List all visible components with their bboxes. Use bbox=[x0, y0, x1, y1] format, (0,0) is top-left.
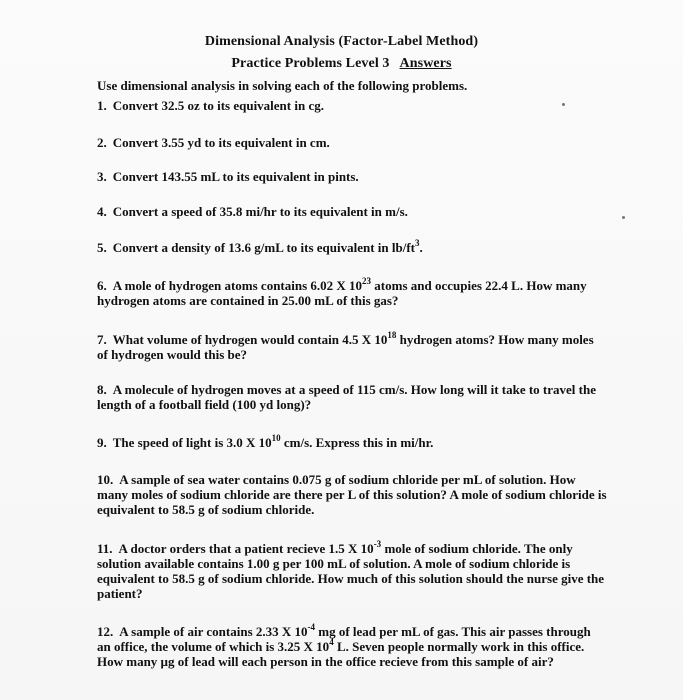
problem-text-end: mole of sodium chloride. The only solution available contains 1.00 g per 100 mL of solution. A mole of sodium chloride is equivalent to 58.5 g of sodium chloride. How much of this solution should the nurse give the patient? bbox=[97, 541, 605, 601]
problem-text: Convert 143.55 mL to its equivalent in pints. bbox=[112, 169, 359, 184]
problem-11 bbox=[97, 538, 607, 601]
exponent: 18 bbox=[387, 329, 397, 340]
worksheet-subtitle bbox=[0, 56, 683, 72]
problem-number: 3. bbox=[97, 169, 107, 184]
problem-6 bbox=[97, 275, 607, 308]
problem-text-end: cm/s. Express this in mi/hr. bbox=[280, 435, 434, 450]
problem-1 bbox=[97, 98, 607, 113]
problem-text-end: L. Seven people normally work in this office. How many µg of lead will each person in the office recieve from this sample of air? bbox=[97, 639, 585, 669]
problem-8 bbox=[97, 382, 607, 412]
problem-text: A mole of hydrogen atoms contains 6.02 X 10 bbox=[112, 278, 363, 293]
exponent: -4 bbox=[307, 621, 316, 632]
problem-text-middle: mg of lead per mL of gas. This air passes through an office, the volume of which is 3.25 X 10 bbox=[97, 624, 591, 654]
problem-text: Convert a density of 13.6 g/mL to its equivalent in lb/ft bbox=[112, 240, 416, 255]
problem-text-end: atoms and occupies 22.4 L. How many hydrogen atoms are contained in 25.00 mL of this gas? bbox=[97, 278, 587, 308]
problem-text: A sample of sea water contains 0.075 g of sodium chloride per mL of solution. How many moles of sodium chloride are there per L of this solution? A mole of sodium chloride is equivalent to 58.5 g of sodium chloride. bbox=[97, 472, 607, 517]
instructions: Use dimensional analysis in solving each of the following problems. bbox=[97, 78, 468, 93]
problem-text: Convert 32.5 oz to its equivalent in cg. bbox=[112, 98, 324, 113]
problem-text: A sample of air contains 2.33 X 10 bbox=[119, 624, 308, 639]
exponent-2: 4 bbox=[329, 636, 334, 647]
problem-9 bbox=[97, 432, 607, 450]
problem-number: 5. bbox=[97, 240, 107, 255]
problem-text-end: hydrogen atoms? How many moles of hydrogen would this be? bbox=[97, 332, 594, 362]
problem-number: 12. bbox=[97, 624, 114, 639]
problem-text: A doctor orders that a patient recieve 1.5 X 10 bbox=[118, 541, 374, 556]
problem-number: 4. bbox=[97, 204, 107, 219]
subtitle-text: Practice Problems Level 3 bbox=[231, 56, 390, 71]
problem-number: 1. bbox=[97, 98, 107, 113]
worksheet-title: Dimensional Analysis (Factor-Label Method) bbox=[204, 34, 479, 49]
problem-text-end: . bbox=[419, 240, 423, 255]
problem-10 bbox=[97, 472, 607, 517]
problem-12 bbox=[97, 621, 607, 669]
problem-5 bbox=[97, 237, 607, 255]
exponent: 3 bbox=[415, 237, 420, 248]
scan-speck bbox=[562, 103, 565, 106]
problem-text: The speed of light is 3.0 X 10 bbox=[112, 435, 272, 450]
exponent: -3 bbox=[373, 538, 382, 549]
problem-7 bbox=[97, 329, 607, 362]
problem-3 bbox=[97, 169, 607, 184]
problem-text: Convert 3.55 yd to its equivalent in cm. bbox=[112, 135, 330, 150]
problem-number: 2. bbox=[97, 135, 107, 150]
problem-number: 6. bbox=[97, 278, 107, 293]
problem-number: 8. bbox=[97, 382, 107, 397]
problem-text: What volume of hydrogen would contain 4.5 X 10 bbox=[112, 332, 388, 347]
problem-text: A molecule of hydrogen moves at a speed of 115 cm/s. How long will it take to travel the length of a football field (100 yd long)? bbox=[97, 382, 596, 412]
problem-number: 10. bbox=[97, 472, 114, 487]
exponent: 10 bbox=[271, 432, 281, 443]
problem-2 bbox=[97, 135, 607, 150]
scan-speck bbox=[622, 216, 625, 219]
exponent: 23 bbox=[362, 275, 372, 286]
answers-label: Answers bbox=[399, 56, 452, 71]
problem-text: Convert a speed of 35.8 mi/hr to its equivalent in m/s. bbox=[112, 204, 408, 219]
problem-number: 11. bbox=[97, 541, 113, 556]
problem-number: 7. bbox=[97, 332, 107, 347]
problem-4 bbox=[97, 204, 607, 219]
problem-number: 9. bbox=[97, 435, 107, 450]
